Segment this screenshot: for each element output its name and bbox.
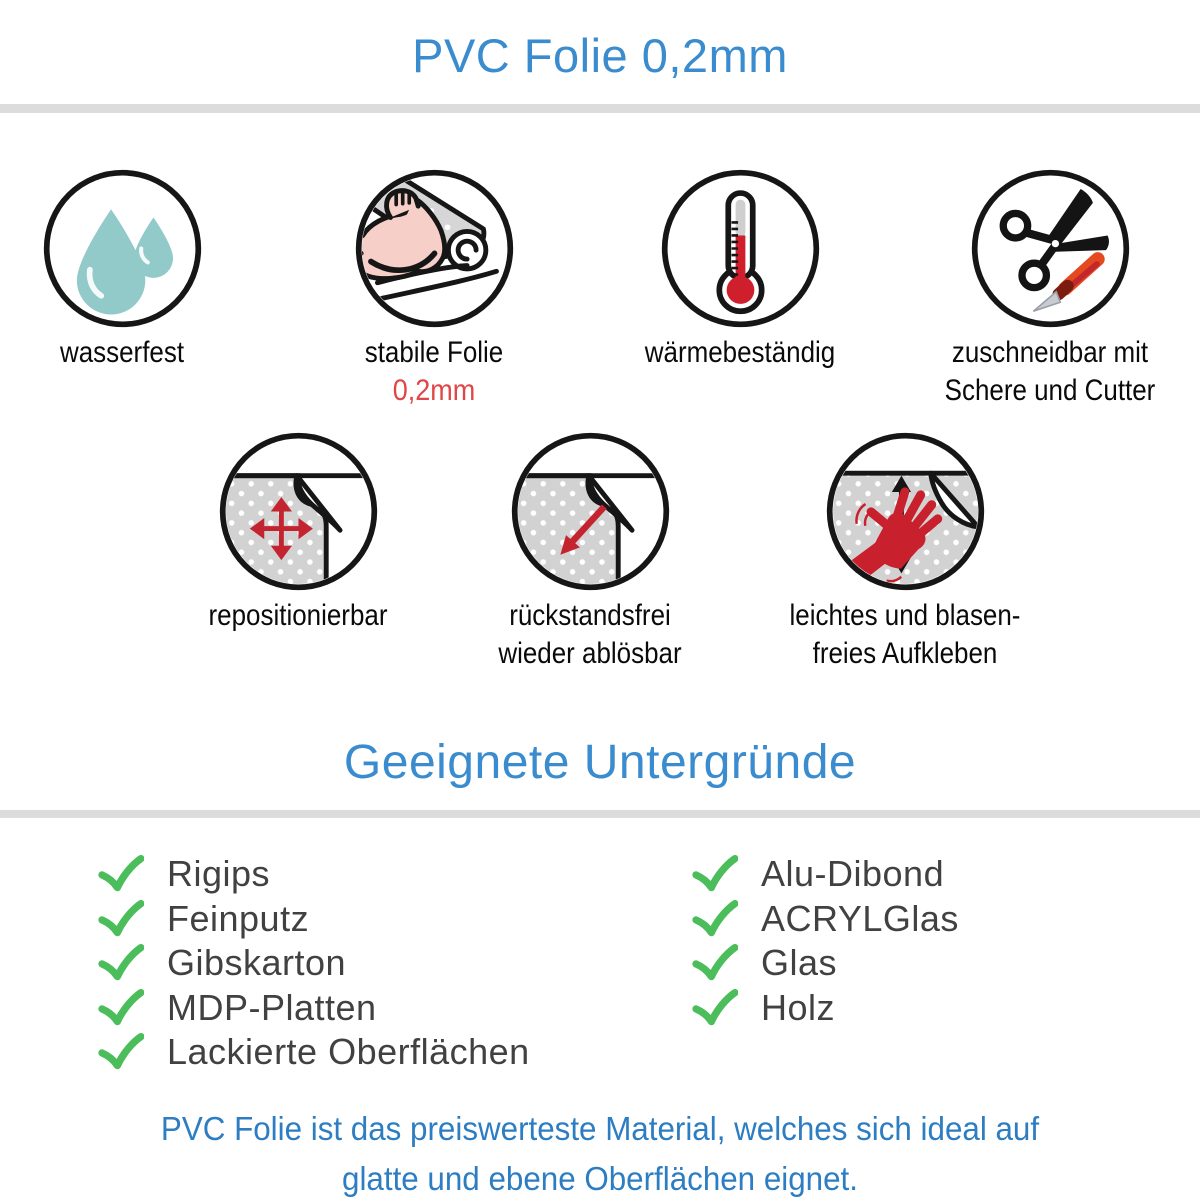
feature-stabile-folie: [294, 167, 574, 408]
surface-label: Feinputz: [167, 897, 310, 939]
section-title: Geeignete Untergründe: [343, 736, 857, 789]
feature-repositionierbar: [158, 430, 438, 635]
page-title: PVC Folie 0,2mm: [412, 29, 788, 82]
surfaces-column-left: [98, 852, 530, 1075]
surface-label: Alu-Dibond: [761, 853, 945, 895]
feature-label: wasserfest: [59, 336, 185, 369]
surface-label: Gibskarton: [167, 942, 347, 984]
feature-label: leichtes und blasen- freies Aufkleben: [789, 599, 1021, 671]
water-drops-icon: [41, 167, 204, 330]
surface-item: [692, 852, 959, 897]
check-icon: [98, 989, 144, 1027]
divider-top: [0, 104, 1200, 113]
check-icon: [98, 855, 144, 893]
footer-note: [30, 1104, 1170, 1200]
surface-label: Rigips: [167, 853, 271, 895]
surface-label: Glas: [761, 942, 838, 984]
check-icon: [692, 900, 738, 938]
feature-label: zuschneidbar mit Schere und Cutter: [944, 336, 1156, 408]
check-icon: [98, 900, 144, 938]
surface-item: [692, 897, 959, 942]
check-icon: [98, 1033, 144, 1071]
thermometer-icon: [659, 167, 822, 330]
feature-wasserfest: [0, 167, 262, 372]
feature-rueckstandsfrei: [450, 430, 730, 674]
peel-off-film-icon: [509, 430, 672, 593]
move-arrows-film-icon: [217, 430, 380, 593]
divider-middle: [0, 810, 1200, 818]
feature-label: stabile Folie: [364, 336, 504, 369]
feature-label: rückstandsfrei wieder ablösbar: [498, 599, 682, 671]
feature-label: wärmebeständig: [644, 336, 836, 369]
feature-label: repositionierbar: [208, 599, 388, 632]
surfaces-column-right: [692, 852, 959, 1030]
surface-item: [98, 941, 530, 986]
footer-line-1: PVC Folie ist das preiswerteste Material, welches sich ideal auf: [160, 1110, 1040, 1147]
surface-item: [98, 986, 530, 1031]
check-icon: [692, 944, 738, 982]
muscle-arm-film-icon: [353, 167, 516, 330]
feature-zuschneidbar: [910, 167, 1190, 411]
surface-item: [98, 1030, 530, 1075]
check-icon: [98, 944, 144, 982]
surface-item: [692, 941, 959, 986]
surface-item: [692, 986, 959, 1031]
feature-leichtes-aufkleben: [765, 430, 1045, 674]
surface-item: [98, 852, 530, 897]
feature-sublabel: 0,2mm: [392, 374, 476, 408]
surface-item: [98, 897, 530, 942]
surface-label: Holz: [761, 986, 836, 1028]
surface-label: Lackierte Oberflächen: [167, 1031, 530, 1073]
surface-label: MDP-Platten: [167, 986, 377, 1028]
footer-line-2: glatte und ebene Oberflächen eignet.: [342, 1159, 858, 1197]
surface-label: ACRYLGlas: [761, 897, 959, 939]
hand-smoothing-film-icon: [824, 430, 987, 593]
scissors-cutter-icon: [969, 167, 1132, 330]
feature-waermebestaendig: [600, 167, 880, 372]
check-icon: [692, 989, 738, 1027]
check-icon: [692, 855, 738, 893]
